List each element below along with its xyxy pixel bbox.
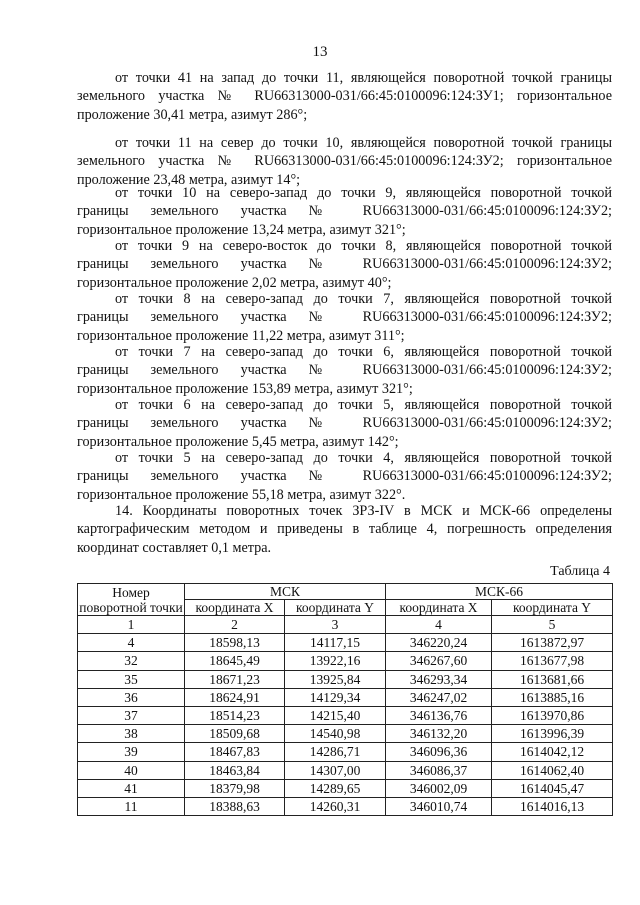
- coordinate-cell: 18379,98: [185, 779, 285, 797]
- table-row: [78, 743, 613, 761]
- column-number: 1: [78, 616, 185, 634]
- header-msk-x: координата X: [185, 600, 285, 616]
- column-number: 3: [285, 616, 386, 634]
- coordinate-cell: 346086,37: [386, 761, 492, 779]
- point-number-cell: 39: [78, 743, 185, 761]
- column-number: 5: [492, 616, 613, 634]
- table-row: [78, 652, 613, 670]
- coordinate-cell: 14215,40: [285, 706, 386, 724]
- coordinate-cell: 18467,83: [185, 743, 285, 761]
- paragraph-line: границы земельного участка № RU66313000-031/66:45:0100096:124:ЗУ2;: [77, 256, 612, 273]
- coordinate-cell: 18388,63: [185, 797, 285, 815]
- coordinate-cell: 1613681,66: [492, 670, 613, 688]
- header-msk66: МСК-66: [386, 584, 613, 600]
- paragraph-line: горизонтальное проложение 2,02 метра, азимут 40°;: [77, 274, 392, 291]
- page-number: 13: [312, 44, 328, 60]
- coordinate-cell: 18624,91: [185, 688, 285, 706]
- table-row: [78, 634, 613, 652]
- point-number-cell: 38: [78, 725, 185, 743]
- coordinate-cell: 346267,60: [386, 652, 492, 670]
- paragraph-line: границы земельного участка № RU66313000-031/66:45:0100096:124:ЗУ2;: [77, 309, 612, 326]
- coordinate-cell: 346136,76: [386, 706, 492, 724]
- paragraph-line: от точки 9 на северо-восток до точки 8, являющейся поворотной точкой: [115, 238, 612, 254]
- coordinate-cell: 18514,23: [185, 706, 285, 724]
- paragraph-line: от точки 7 на северо-запад до точки 6, являющейся поворотной точкой: [115, 344, 612, 360]
- table-row: [78, 670, 613, 688]
- coordinate-cell: 346010,74: [386, 797, 492, 815]
- paragraph-line: от точки 41 на запад до точки 11, являющейся поворотной точкой границы: [115, 70, 612, 86]
- coordinate-cell: 346096,36: [386, 743, 492, 761]
- point-number-cell: 36: [78, 688, 185, 706]
- coordinate-cell: 1613885,16: [492, 688, 613, 706]
- paragraph-line: координат составляет 0,1 метра.: [77, 539, 272, 556]
- paragraph-line: горизонтальное проложение 11,22 метра, азимут 311°;: [77, 327, 405, 344]
- column-number: 4: [386, 616, 492, 634]
- paragraph: [77, 69, 612, 124]
- coordinate-cell: 346220,24: [386, 634, 492, 652]
- table-row: [78, 797, 613, 815]
- paragraph: [77, 343, 612, 398]
- point-number-cell: 35: [78, 670, 185, 688]
- point-number-cell: 11: [78, 797, 185, 815]
- paragraph-line: границы земельного участка № RU66313000-031/66:45:0100096:124:ЗУ2;: [77, 468, 612, 485]
- coordinate-cell: 13925,84: [285, 670, 386, 688]
- header-point-number: Номер поворотной точки: [79, 584, 183, 615]
- coordinate-cell: 14129,34: [285, 688, 386, 706]
- paragraph-line: от точки 8 на северо-запад до точки 7, являющейся поворотной точкой: [115, 291, 612, 307]
- coordinate-cell: 1613872,97: [492, 634, 613, 652]
- paragraph: [77, 134, 612, 189]
- coordinate-cell: 14289,65: [285, 779, 386, 797]
- paragraph-line: границы земельного участка № RU66313000-031/66:45:0100096:124:ЗУ2;: [77, 362, 612, 379]
- coordinate-cell: 18645,49: [185, 652, 285, 670]
- coordinate-cell: 14307,00: [285, 761, 386, 779]
- paragraph-line: горизонтальное проложение 13,24 метра, азимут 321°;: [77, 221, 406, 238]
- paragraph-line: границы земельного участка № RU66313000-031/66:45:0100096:124:ЗУ2;: [77, 415, 612, 432]
- paragraph-line: границы земельного участка № RU66313000-031/66:45:0100096:124:ЗУ2;: [77, 203, 612, 220]
- paragraph: [77, 502, 612, 557]
- point-number-cell: 4: [78, 634, 185, 652]
- header-msk66-x: координата X: [386, 600, 492, 616]
- paragraph-line: проложение 23,48 метра, азимут 14°;: [77, 171, 301, 188]
- coordinate-cell: 346132,20: [386, 725, 492, 743]
- paragraph-line: горизонтальное проложение 5,45 метра, азимут 142°;: [77, 433, 399, 450]
- header-msk66-y: координата Y: [492, 600, 613, 616]
- point-number-cell: 40: [78, 761, 185, 779]
- coordinate-cell: 14117,15: [285, 634, 386, 652]
- coordinate-cell: 14260,31: [285, 797, 386, 815]
- coordinate-cell: 18509,68: [185, 725, 285, 743]
- column-number: 2: [185, 616, 285, 634]
- coordinate-cell: 1614016,13: [492, 797, 613, 815]
- coordinate-cell: 18463,84: [185, 761, 285, 779]
- table-body: [78, 634, 613, 816]
- paragraph-line: земельного участка № RU66313000-031/66:45:0100096:124:ЗУ2; горизонтальное: [77, 153, 612, 170]
- point-number-cell: 32: [78, 652, 185, 670]
- point-number-cell: 37: [78, 706, 185, 724]
- table-row: [78, 725, 613, 743]
- header-msk-y: координата Y: [285, 600, 386, 616]
- paragraph-line: горизонтальное проложение 55,18 метра, азимут 322°.: [77, 486, 406, 503]
- coordinate-cell: 1613996,39: [492, 725, 613, 743]
- coordinate-cell: 18671,23: [185, 670, 285, 688]
- paragraph-line: картографическим методом и приведены в таблице 4, погрешность определения: [77, 521, 612, 538]
- paragraph: [77, 184, 612, 239]
- coordinate-cell: 1613677,98: [492, 652, 613, 670]
- table-caption: Таблица 4: [550, 564, 610, 579]
- coordinate-cell: 1614042,12: [492, 743, 613, 761]
- coordinate-cell: 346247,02: [386, 688, 492, 706]
- coordinate-cell: 1613970,86: [492, 706, 613, 724]
- paragraph-line: проложение 30,41 метра, азимут 286°;: [77, 106, 308, 123]
- coordinate-cell: 13922,16: [285, 652, 386, 670]
- table-row: [78, 779, 613, 797]
- paragraph-line: земельного участка № RU66313000-031/66:45:0100096:124:ЗУ1; горизонтальное: [77, 88, 612, 105]
- coordinate-cell: 346293,34: [386, 670, 492, 688]
- table-row: [78, 761, 613, 779]
- paragraph-line: горизонтальное проложение 153,89 метра, азимут 321°;: [77, 380, 413, 397]
- coordinate-cell: 18598,13: [185, 634, 285, 652]
- paragraph: [77, 237, 612, 292]
- paragraph: [77, 449, 612, 504]
- coordinate-cell: 14540,98: [285, 725, 386, 743]
- coordinate-cell: 1614062,40: [492, 761, 613, 779]
- coordinates-table: [77, 583, 613, 816]
- header-msk: МСК: [185, 584, 386, 600]
- paragraph-line: 14. Координаты поворотных точек ЗРЗ-IV в МСК и МСК-66 определены: [115, 503, 612, 519]
- coordinate-cell: 346002,09: [386, 779, 492, 797]
- column-number-row: [78, 616, 613, 634]
- table-row: [78, 688, 613, 706]
- paragraph-line: от точки 10 на северо-запад до точки 9, являющейся поворотной точкой: [115, 185, 612, 201]
- paragraph: [77, 396, 612, 451]
- paragraph: [77, 290, 612, 345]
- paragraph-line: от точки 11 на север до точки 10, являющейся поворотной точкой границы: [115, 135, 612, 151]
- table-row: [78, 706, 613, 724]
- coordinate-cell: 14286,71: [285, 743, 386, 761]
- point-number-cell: 41: [78, 779, 185, 797]
- paragraph-line: от точки 6 на северо-запад до точки 5, являющейся поворотной точкой: [115, 397, 612, 413]
- coordinate-cell: 1614045,47: [492, 779, 613, 797]
- paragraph-line: от точки 5 на северо-запад до точки 4, являющейся поворотной точкой: [115, 450, 612, 466]
